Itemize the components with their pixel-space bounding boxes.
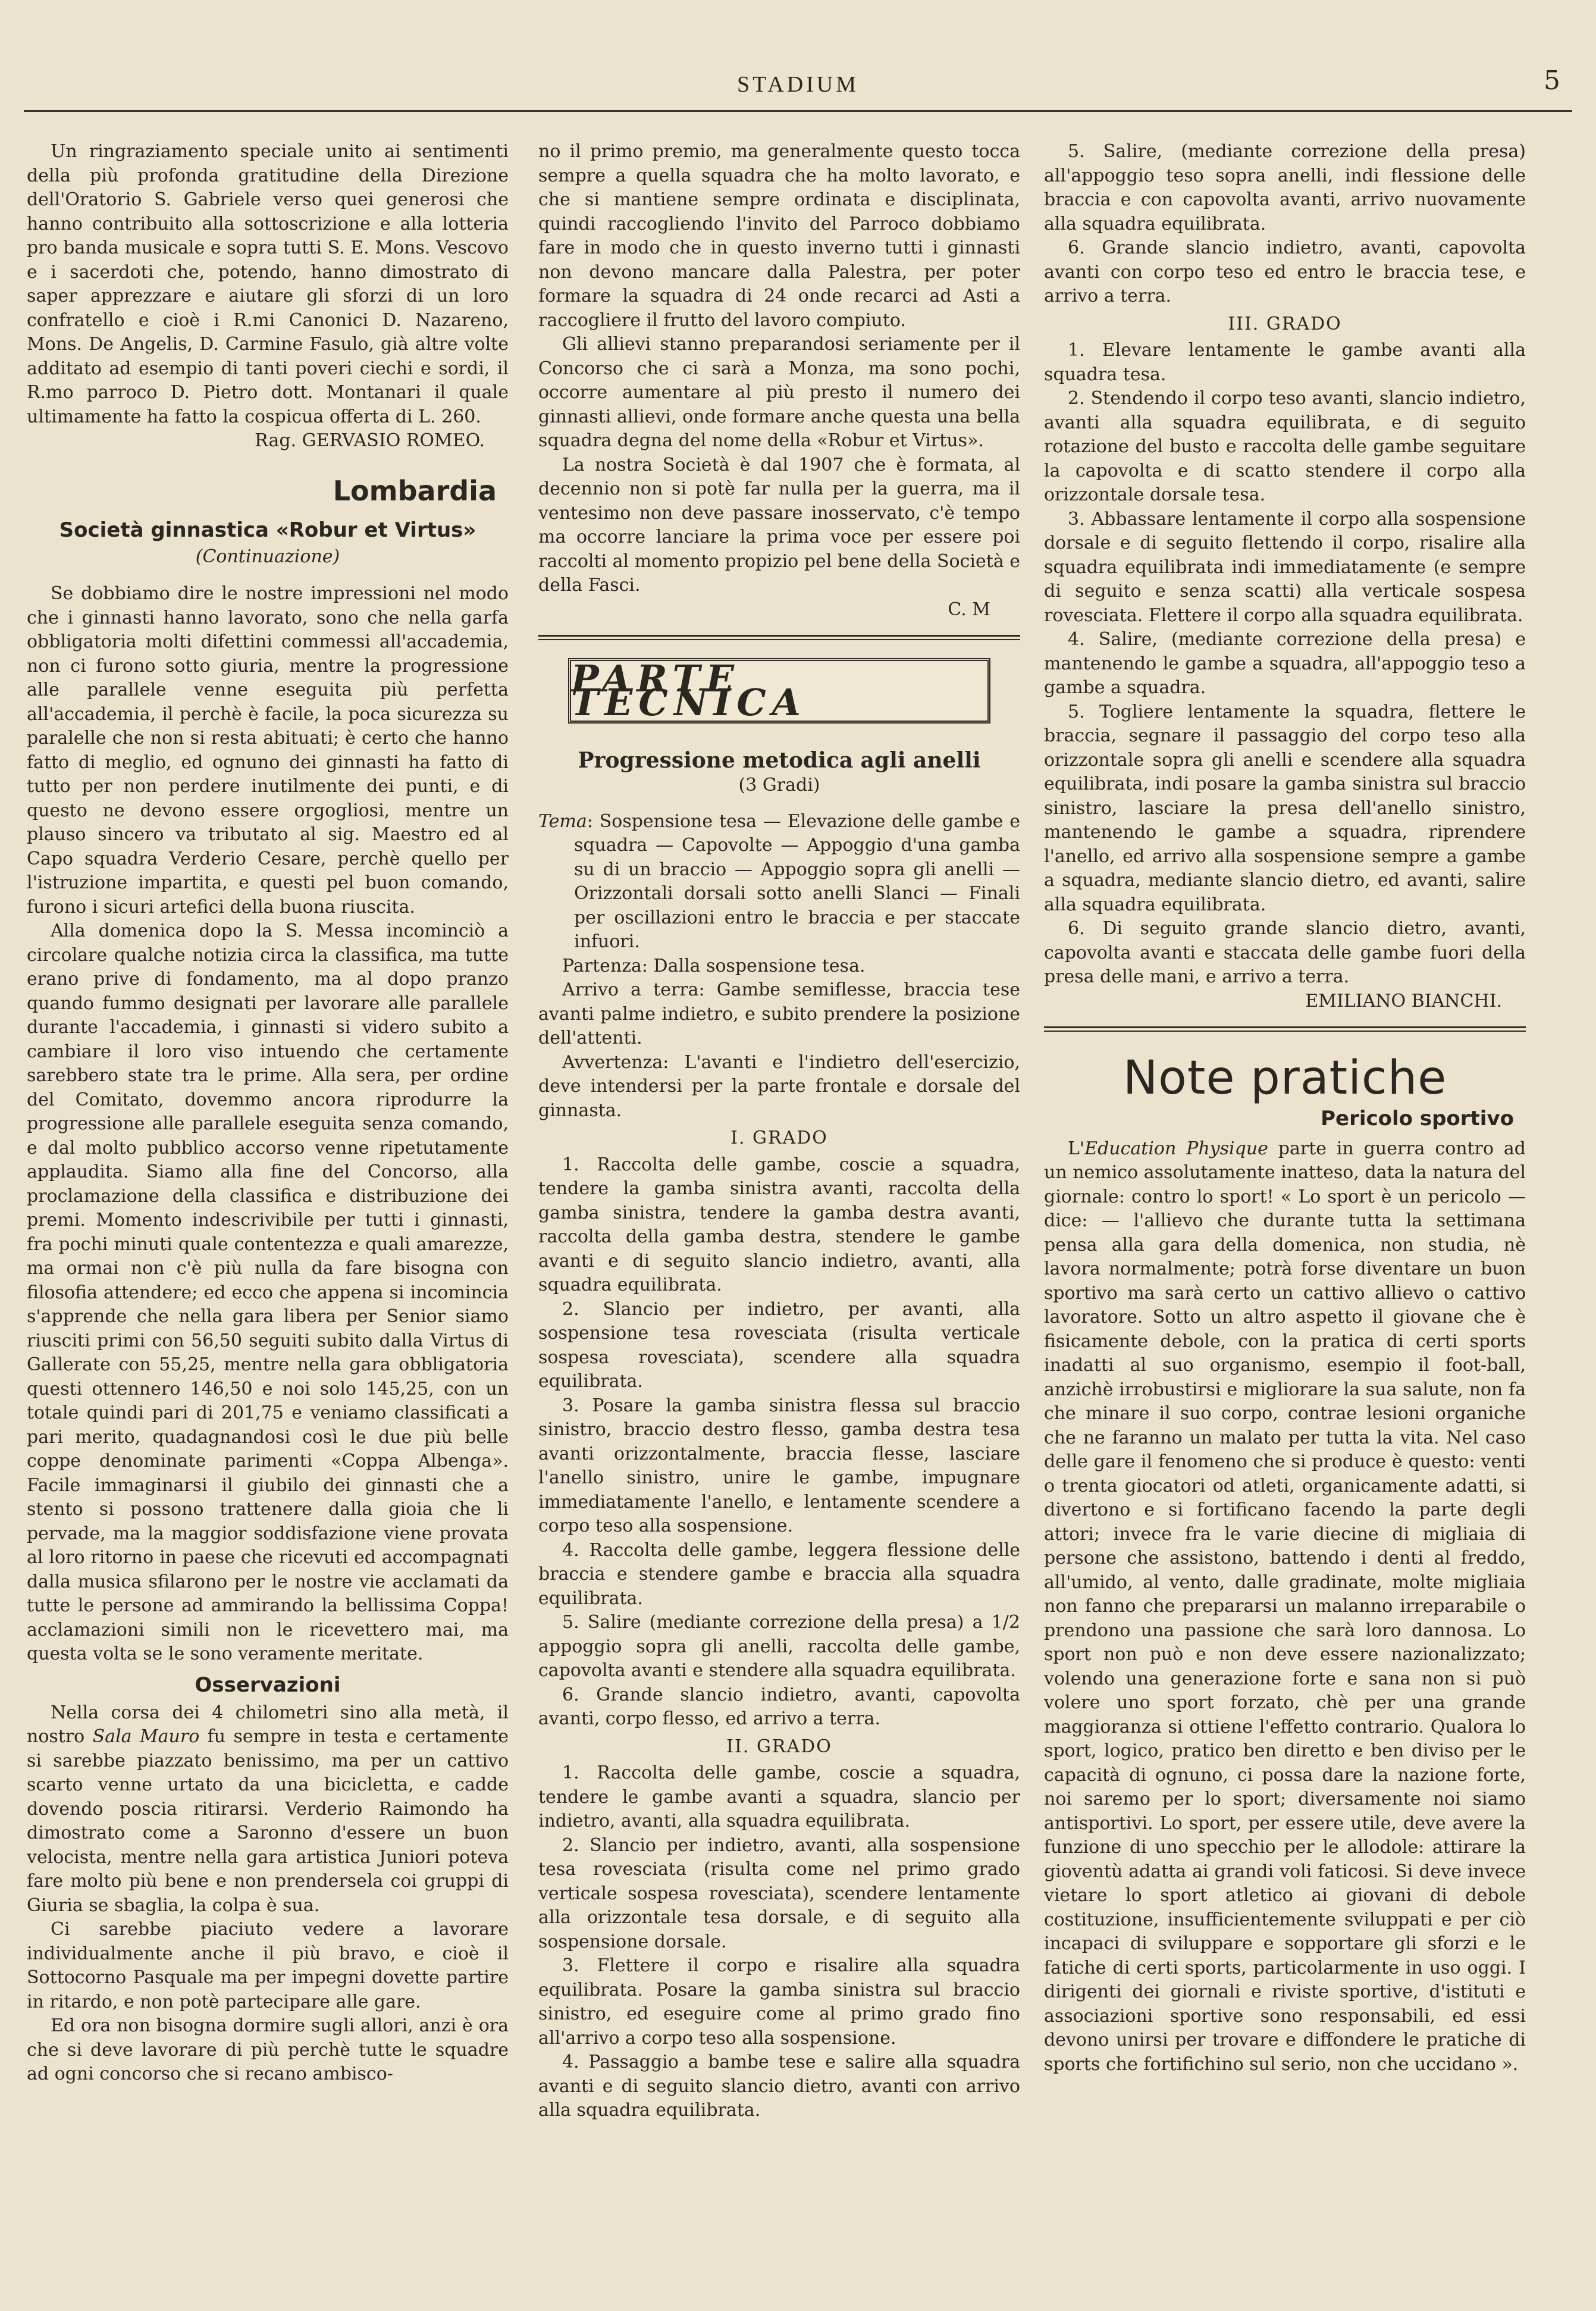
column-right [1044, 140, 1526, 2246]
page-number: 5 [1544, 65, 1560, 96]
exercise: 6. Grande slancio indietro, avanti, capovolta avanti con corpo teso ed entro le braccia tese, e arrivo a terra. [1044, 237, 1526, 306]
notes-subtitle: Pericolo sportivo [1321, 1107, 1514, 1131]
exercise: 4. Raccolta delle gambe, leggera flessione delle braccia e stendere gambe e braccia alla squadra equilibrata. [538, 1539, 1020, 1609]
exercise: 1. Raccolta delle gambe, coscie a squadra, tendere la gamba sinistra avanti, raccolta della gamba sinistra, tendere la gamba destra avanti, raccolta della gamba destra, stendere le gambe avanti e di seguito slancio indietro, avanti, alla squadra equilibrata. [538, 1154, 1020, 1295]
observations-title: Osservazioni [195, 1673, 341, 1697]
exercise: 2. Slancio per indietro, avanti, alla sospensione tesa rovesciata (risulta come nel primo grado verticale sospesa rovesciata), scendere lentamente alla orizzontale tesa dorsale, e di seguito alla sospensione dorsale. [538, 1834, 1020, 1952]
tema-text: : Sospensione tesa — Elevazione delle gambe e squadra — Capovolte — Appoggio d'una gamba su di un braccio — Appoggio sopra gli anelli — Orizzontali dorsali sotto anelli Slanci — Finali per oscillazioni entro le braccia e per staccate infuori. [574, 810, 1020, 952]
text-run: L' [1068, 1138, 1085, 1159]
divider [1044, 1026, 1526, 1032]
paragraph: Ci sarebbe piaciuto vedere a lavorare individualmente anche il più bravo, e cioè il Sottocorno Pasquale ma per impegni dovette partire in ritardo, e non potè partecipare alle gare. [27, 1919, 509, 2012]
section-title-lombardia: Lombardia [333, 474, 497, 507]
paragraph: Avvertenza: L'avanti e l'indietro dell'esercizio, deve intendersi per la parte frontale e dorsale del ginnasta. [538, 1051, 1020, 1121]
paragraph: Partenza: Dalla sospensione tesa. [562, 955, 866, 976]
exercise: 3. Posare la gamba sinistra flessa sul braccio sinistro, braccio destro flesso, gamba destra tesa avanti orizzontalmente, braccia flesse, lasciare l'anello sinistro, unire le gambe, impugnare immediatamente l'anello, e lentamente scendere a corpo teso alla sospensione. [538, 1395, 1020, 1536]
paragraph: Alla domenica dopo la S. Messa incominciò a circolare qualche notizia circa la classifica, ma tutte erano prive di fondamento, ma al dopo pranzo quando fummo designati per lavorare alle parallele durante l'accademia, i ginnasti si videro subito a cambiare il loro viso intuendo che certamente sarebbero state tra le prime. Alla sera, per ordine del Comitato, dovemmo ancora riprodurre la progressione alle parallele eseguita senza comando, e dal molto pubblico accorso venne ripetutamente applaudita. Siamo alla fine del Concorso, alla proclamazione della classifica e distribuzione dei premi. Momento indescrivibile per tutti i ginnasti, fra pochi minuti quale contentezza e quali amarezze, ma ormai non c'è più nulla da fare bisogna con filosofia attendere; ed ecco che appena si incomincia s'apprende che nella gara libera per Senior siamo riusciti primi con 56,50 seguiti subito dalla Virtus di Gallerate con 55,25, mentre nella gara obbligatoria questi ottennero 146,50 e noi solo 145,25, con un totale quindi pari di 201,75 e veniamo classificati a pari merito, quadagnandosi così le due più belle coppe denominate parimenti «Coppa Albenga». Facile immaginarsi il giubilo dei ginnasti che a stento si possono trattenere dalla gioia che li pervade, ma la maggior soddisfazione viene provata al loro ritorno in paese che ricevuti ed accompagnati dalla musica sfilarono per le nostre vie acclamati da tutte le persone ad ammirando la bellissima Coppa! acclamazioni simili non le ricevettero mai, ma questa volta se le sono veramente meritate. [27, 920, 509, 1664]
signature: EMILIANO BIANCHI. [1305, 990, 1502, 1012]
exercise: 3. Abbassare lentamente il corpo alla sospensione dorsale e di seguito flettendo il corpo, risalire alla squadra equilibrata indi immediatamente (e sempre di seguito e senza scatti) alla verticale sospesa rovesciata. Flettere il corpo alla squadra equilibrata. [1044, 508, 1526, 626]
tema-label: Tema [538, 810, 587, 832]
exercise: 6. Grande slancio indietro, avanti, capovolta avanti, corpo flesso, ed arrivo a terra. [538, 1684, 1020, 1729]
paragraph: Arrivo a terra: Gambe semiflesse, braccia tese avanti palme indietro, e subito prendere la posizione dell'attenti. [538, 979, 1020, 1048]
exercise: 5. Salire (mediante correzione della presa) a 1/2 appoggio sopra gli anelli, raccolta delle gambe, capovolta avanti e stendere alla squadra equilibrata. [538, 1612, 1020, 1681]
paragraph: Se dobbiamo dire le nostre impressioni nel modo che i ginnasti hanno lavorato, sono che nella garfa obbligatoria molti difettini commessi all'accademia, non ci furono sotto giuria, mentre la progressione alle parallele venne eseguita più perfetta all'accademia, il perchè è facile, la poca sicurezza su paralelle che non si resta abituati; è certo che hanno fatto di meglio, ed ognuno dei ginnasti ha fatto di tutto per non perdere inutilmente dei punti, e di questo ne devono essere orgogliosi, mentre un plauso sincero va tributato al sig. Maestro ed al Capo squadra Verderio Cesare, perchè quello per l'istruzione impartita, e questi pel buon comando, furono i sicuri artefici della buona riuscita. [27, 583, 509, 917]
article-subtitle: (3 Gradi) [738, 775, 820, 796]
exercise: 4. Salire, (mediante correzione della presa) e mantenendo le gambe a squadra, all'appoggio teso a gambe a squadra. [1044, 629, 1526, 698]
signature: Rag. GERVASIO ROMEO. [255, 430, 485, 451]
exercise: 5. Togliere lentamente la squadra, flettere le braccia, segnare il passaggio del corpo teso alla orizzontale sopra gli anelli e scendere alla squadra equilibrata, indi posare la gamba sinistra sul braccio sinistro, lasciare la presa dell'anello sinistro, mantenendo le gambe a squadra, riprendere l'anello, ed arrivo alla sospensione sempre a gambe a squadra, mediante slancio dietro, ed avanti, salire alla squadra equilibrata. [1044, 701, 1526, 915]
masthead: STADIUM [736, 72, 860, 97]
paragraph: Gli allievi stanno preparandosi seriamente per il Concorso che ci sarà a Monza, ma sono pochi, occorre aumentare al più presto il numero dei ginnasti allievi, onde formare anche questa una bella squadra degna del nome della «Robur et Virtus». [538, 334, 1020, 451]
exercise: 4. Passaggio a bambe tese e salire alla squadra avanti e di seguito slancio dietro, avanti con arrivo alla squadra equilibrata. [538, 2052, 1020, 2121]
text-run: Nella corsa dei 4 chilometri sino alla metà, il nostro [27, 1702, 509, 1747]
exercise: 3. Flettere il corpo e risalire alla squadra equilibrata. Posare la gamba sinistra sul braccio sinistro, ed eseguire come al primo grado fino all'arrivo a corpo teso alla sospensione. [538, 1955, 1020, 2049]
exercise: 5. Salire, (mediante correzione della presa) all'appoggio teso sopra anelli, indi flessione delle braccia e con capovolta avanti, arrivo nuovamente alla squadra equilibrata. [1044, 141, 1526, 234]
paragraph [27, 1701, 509, 1918]
parte-tecnica-banner: PARTE TECNICA [568, 658, 990, 724]
exercise: 2. Slancio per indietro, per avanti, alla sospensione tesa rovesciata (risulta verticale sospesa rovesciata), scendere alla squadra equilibrata. [538, 1298, 1020, 1392]
column-middle [538, 140, 1020, 2246]
divider [538, 635, 1020, 640]
tema-paragraph [538, 810, 1020, 954]
paragraph: no il primo premio, ma generalmente questo tocca sempre a quella squadra che ha molto lavorato, e che si mantiene sempre ordinata e disciplinata, quindi raccogliendo l'invito del Parroco dobbiamo fare in modo che in questo inverno tutti i ginnasti non devono mancare dalla Palestra, per poter formare la squadra di 24 onde recarci ad Asti a raccogliere il frutto del lavoro compiuto. [538, 141, 1020, 331]
article-title: Progressione metodica agli anelli [578, 748, 981, 773]
paragraph: La nostra Società è dal 1907 che è formata, al decennio non si potè far nulla per la guerra, ma il ventesimo non deve passare inosservato, c'è tempo ma occorre lanciare la prima voce per essere poi raccolti al momento propizio pel bene della Società e della Fasci. [538, 454, 1020, 596]
grade-heading: I. GRADO [730, 1128, 828, 1148]
italic-title: Education Physique [1084, 1138, 1268, 1159]
column-left [27, 140, 509, 2246]
signature: C. M [948, 599, 990, 620]
text-run: fu sempre in testa e certamente si sarebbe piazzato benissimo, ma per un cattivo scarto venne urtato da una bicicletta, e cadde dovendo poscia ritirarsi. Verderio Raimondo ha dimostrato come a Saronno d'essere un buon velocista, mentre nella gara artistica Juniori poteva fare molto più bene e non prendersela coi gruppi di Giuria se sbaglia, la colpa è sua. [27, 1726, 509, 1916]
exercise: 1. Raccolta delle gambe, coscie a squadra, tendere le gambe avanti a squadra, slancio per indietro, avanti, alla squadra equilibrata. [538, 1762, 1020, 1831]
exercise: 6. Di seguito grande slancio dietro, avanti, capovolta avanti e staccata delle gambe fuori della presa delle mani, e arrivo a terra. [1044, 918, 1526, 987]
notes-title: Note pratiche [1122, 1051, 1447, 1105]
page-header [24, 65, 1572, 107]
grade-heading: III. GRADO [1228, 313, 1342, 334]
society-title: Società ginnastica «Robur et Virtus» [59, 518, 476, 542]
text-run: parte in guerra contro ad un nemico assolutamente inatteso, data la natura del giornale: contro lo sport! « Lo sport è un pericolo — dice: — l'allievo che durante tutta la settimana pensa alla gara della domenica, non studia, nè lavora normalmente; potrà forse diventare un buon sportivo ma sarà certo un cattivo allievo o cattivo lavoratore. Sotto un altro aspetto il giovane che è fisicamente debole, con la pratica di certi sports inadatti al suo organismo, esempio il foot-ball, anzichè irrobustirsi e migliorare la sua salute, non fa che minare il suo corpo, contrae lesioni organiche che ne faranno un malato per tutta la vita. Nel caso delle gare il fenomeno che si produce è questo: venti o trenta giocatori od atleti, organicamente adatti, si divertono e si fortificano facendo la parte degli attori; invece fra le varie diecine di migliaia di persone che assistono, battendo i denti al freddo, all'umido, al vento, dalle gradinate, molte migliaia non fanno che prepararsi un malanno irreparabile o prendono una passione che sarà loro dannosa. Lo sport non può e non deve essere nazionalizzato; volendo una generazione forte e sana non si può volere uno sport forzato, chè per una grande maggioranza si ottiene l'effetto contrario. Qualora lo sport, logico, pratico ben diretto e ben diviso per le capacità di ognuno, ci possa dare la nazione forte, noi saremo per lo sport; diversamente noi siamo antisportivi. Lo sport, per essere utile, deve avere la funzione di uno specchio per le allodole: attirare la gioventù adatta ai grandi voli faticosi. Si deve invece vietare lo sport atletico ai giovani di debole costituzione, insufficientemente sviluppati e per ciò incapaci di sviluppare e sopportare gli sforzi e le fatiche di certi sports, particolarmente in uso oggi. I dirigenti dei giornali e riviste sportive, d'istituti e associazioni sportive sono responsabili, ed essi devono unirsi per trovare e diffondere le pratiche di sports che fortifichino sul serio, non che uccidano ». [1044, 1138, 1526, 2075]
exercise: 2. Stendendo il corpo teso avanti, slancio indietro, avanti alla squadra equilibrata, e di seguito rotazione del busto e raccolta delle gambe seguitare la capovolta e di scatto stendere il corpo alla orizzontale dorsale tesa. [1044, 388, 1526, 505]
exercise: 1. Elevare lentamente le gambe avanti alla squadra tesa. [1044, 340, 1526, 385]
paragraph: Un ringraziamento speciale unito ai sentimenti della più profonda gratitudine della Direzione dell'Oratorio S. Gabriele verso quei generosi che hanno contribuito alla sottoscrizione e alla lotteria pro banda musicale e sopra tutti S. E. Mons. Vescovo e i sacerdoti che, potendo, hanno dimostrato di saper apprezzare e aiutare gli sforzi di un loro confratello e cioè i R.mi Canonici D. Nazareno, Mons. De Angelis, D. Carmine Fasulo, già altre volte additato ad esempio di tanti poveri ciechi e sordi, il R.mo parroco D. Pietro dott. Montanari il quale ultimamente ha fatto la cospicua offerta di L. 260. [27, 141, 509, 427]
paragraph [1044, 1137, 1526, 2077]
continuation-label: (Continuazione) [195, 546, 340, 567]
header-rule [24, 110, 1572, 112]
grade-heading: II. GRADO [726, 1736, 832, 1757]
paragraph: Ed ora non bisogna dormire sugli allori, anzi è ora che si deve lavorare di più perchè tutte le squadre ad ogni concorso che si recano ambisco- [27, 2015, 509, 2084]
italic-name: Sala Mauro [92, 1726, 200, 1747]
